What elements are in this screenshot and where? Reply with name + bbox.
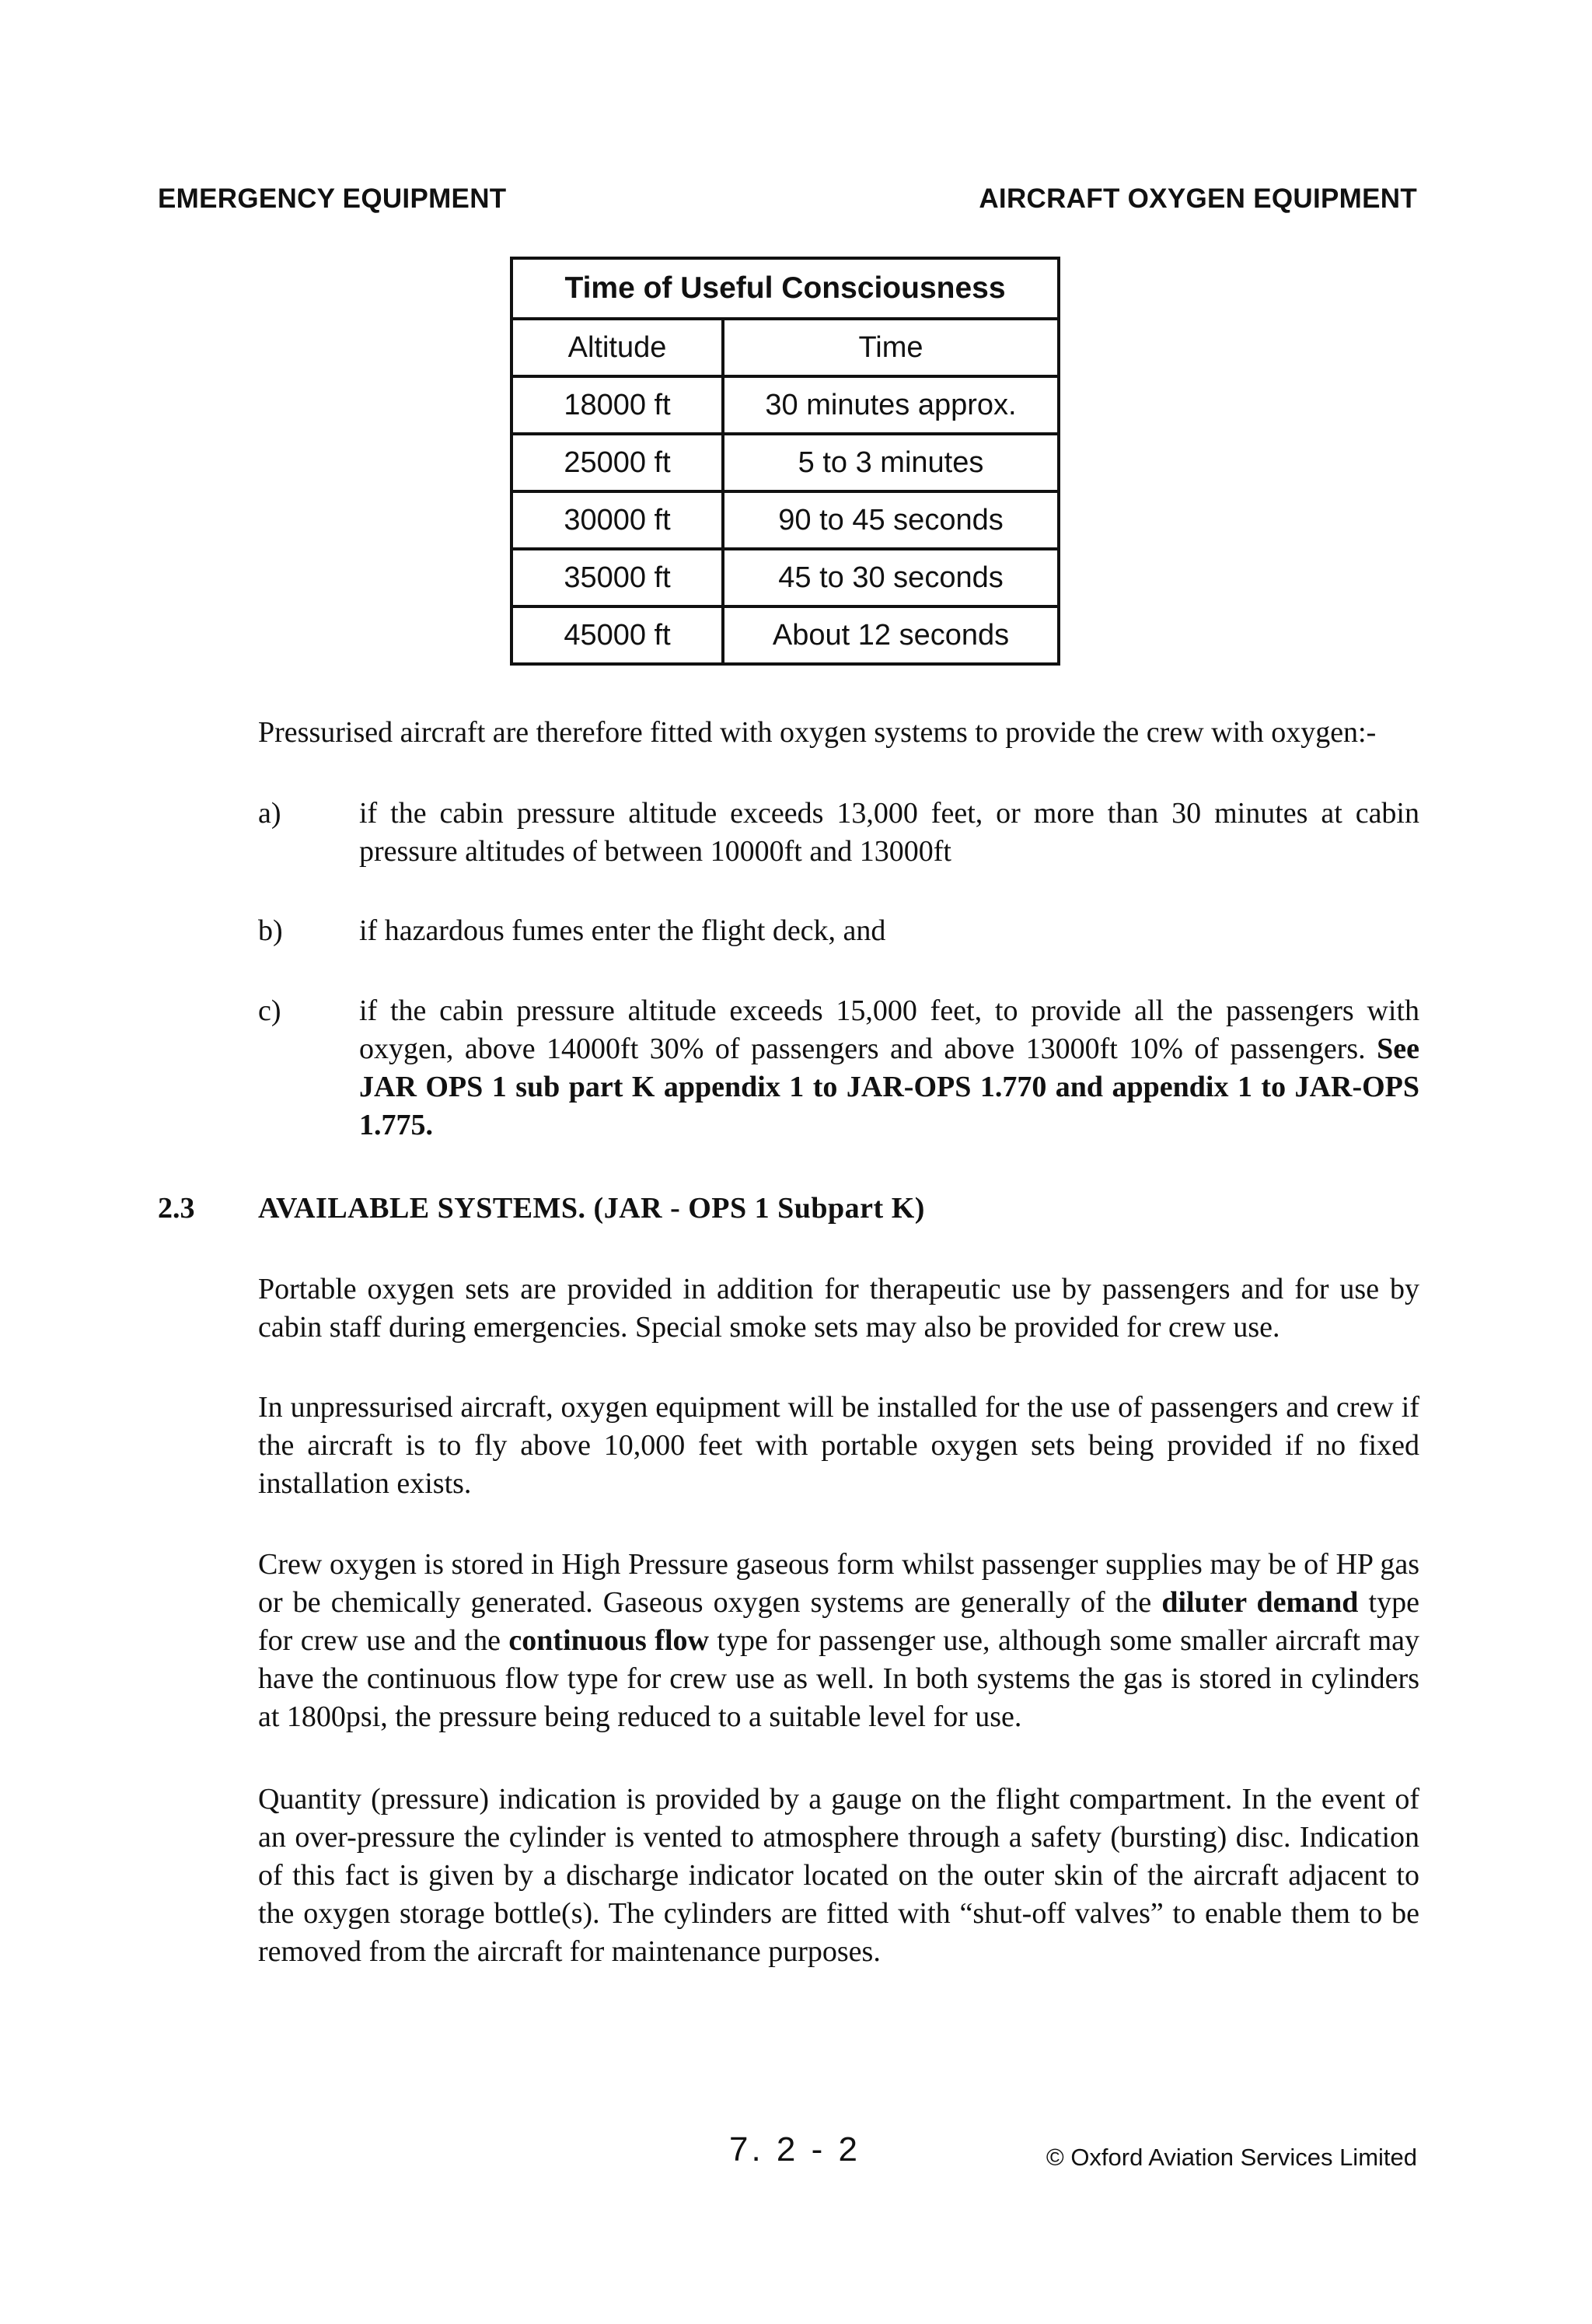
header-right: AIRCRAFT OXYGEN EQUIPMENT	[979, 183, 1417, 214]
useful-consciousness-table	[510, 257, 1060, 666]
altitude-cell: 25000 ft	[511, 434, 723, 491]
table-row	[511, 606, 1059, 664]
crew-oxygen-text-1: Crew oxygen is stored in High Pressure gaseous form whilst passenger supplies may be of HP gas or be chemically generated. Gaseous oxygen systems are generally of the	[258, 1548, 1419, 1619]
paragraph-unpressurised: In unpressurised aircraft, oxygen equipment will be installed for the use of passengers and crew if the aircraft is to fly above 10,000 feet with portable oxygen sets being provided if no fixed installation exists.	[258, 1391, 1419, 1500]
crew-oxygen-text-2: type for crew use and the	[258, 1586, 1419, 1657]
copyright-notice: © Oxford Aviation Services Limited	[1046, 2144, 1417, 2171]
paragraph-quantity-indication: Quantity (pressure) indication is provided by a gauge on the flight compartment. In the event of an over-pressure the cylinder is vented to atmosphere through a safety (bursting) disc. Indication of this fact is given by a discharge indicator located on the outer skin of the aircraft adjacent to the oxygen storage bottle(s). The cylinders are fitted with “shut-off valves” to enable them to be removed from the aircraft for maintenance purposes.	[258, 1783, 1419, 1968]
diluter-demand-term: diluter demand	[1161, 1586, 1359, 1619]
time-cell: About 12 seconds	[723, 606, 1059, 664]
altitude-cell: 18000 ft	[511, 376, 723, 434]
paragraph-crew-oxygen	[258, 1546, 1419, 1736]
section-title: AVAILABLE SYSTEMS. (JAR - OPS 1 Subpart K)	[258, 1192, 925, 1225]
list-item-text-a: if the cabin pressure altitude exceeds 13,000 feet, or more than 30 minutes at cabin pressure altitudes of between 10000ft and 13000ft	[359, 797, 1419, 868]
time-cell: 5 to 3 minutes	[723, 434, 1059, 491]
paragraph-portable-oxygen: Portable oxygen sets are provided in addition for therapeutic use by passengers and for use by cabin staff during emergencies. Special smoke sets may also be provided for crew use.	[258, 1273, 1419, 1344]
table-title: Time of Useful Consciousness	[511, 258, 1059, 319]
column-header-altitude: Altitude	[511, 319, 723, 376]
column-header-time: Time	[723, 319, 1059, 376]
altitude-cell: 35000 ft	[511, 549, 723, 606]
list-item-text-b: if hazardous fumes enter the flight deck, and	[359, 914, 886, 947]
table-row	[511, 491, 1059, 549]
time-cell: 90 to 45 seconds	[723, 491, 1059, 549]
page-number: 7. 2 - 2	[729, 2130, 861, 2168]
header-left: EMERGENCY EQUIPMENT	[158, 183, 507, 214]
table-row	[511, 549, 1059, 606]
list-item-text-c-plain: if the cabin pressure altitude exceeds 15,000 feet, to provide all the passengers with oxygen, above 14000ft 30% of passengers and above 13000ft 10% of passengers.	[359, 994, 1419, 1065]
table-row	[511, 434, 1059, 491]
table-row	[511, 376, 1059, 434]
intro-paragraph: Pressurised aircraft are therefore fitted with oxygen systems to provide the crew with oxygen:-	[258, 716, 1377, 749]
list-item-text-c	[359, 992, 1419, 1145]
table-header-row	[511, 319, 1059, 376]
section-number: 2.3	[158, 1192, 195, 1225]
continuous-flow-term: continuous flow	[508, 1624, 709, 1657]
time-cell: 45 to 30 seconds	[723, 549, 1059, 606]
jar-ops-reference: See JAR OPS 1 sub part K appendix 1 to JAR-OPS 1.770 and appendix 1 to JAR-OPS 1.775.	[359, 1033, 1420, 1141]
time-cell: 30 minutes approx.	[723, 376, 1059, 434]
list-item-label-b: b)	[258, 914, 283, 947]
list-item-label-a: a)	[258, 797, 281, 830]
crew-oxygen-text-3: type for passenger use, although some smaller aircraft may have the continuous flow type for crew use as well. In both systems the gas is stored in cylinders at 1800psi, the pressure being reduced to a suitable level for use.	[258, 1624, 1420, 1733]
list-item-label-c: c)	[258, 994, 281, 1027]
altitude-cell: 45000 ft	[511, 606, 723, 664]
altitude-cell: 30000 ft	[511, 491, 723, 549]
